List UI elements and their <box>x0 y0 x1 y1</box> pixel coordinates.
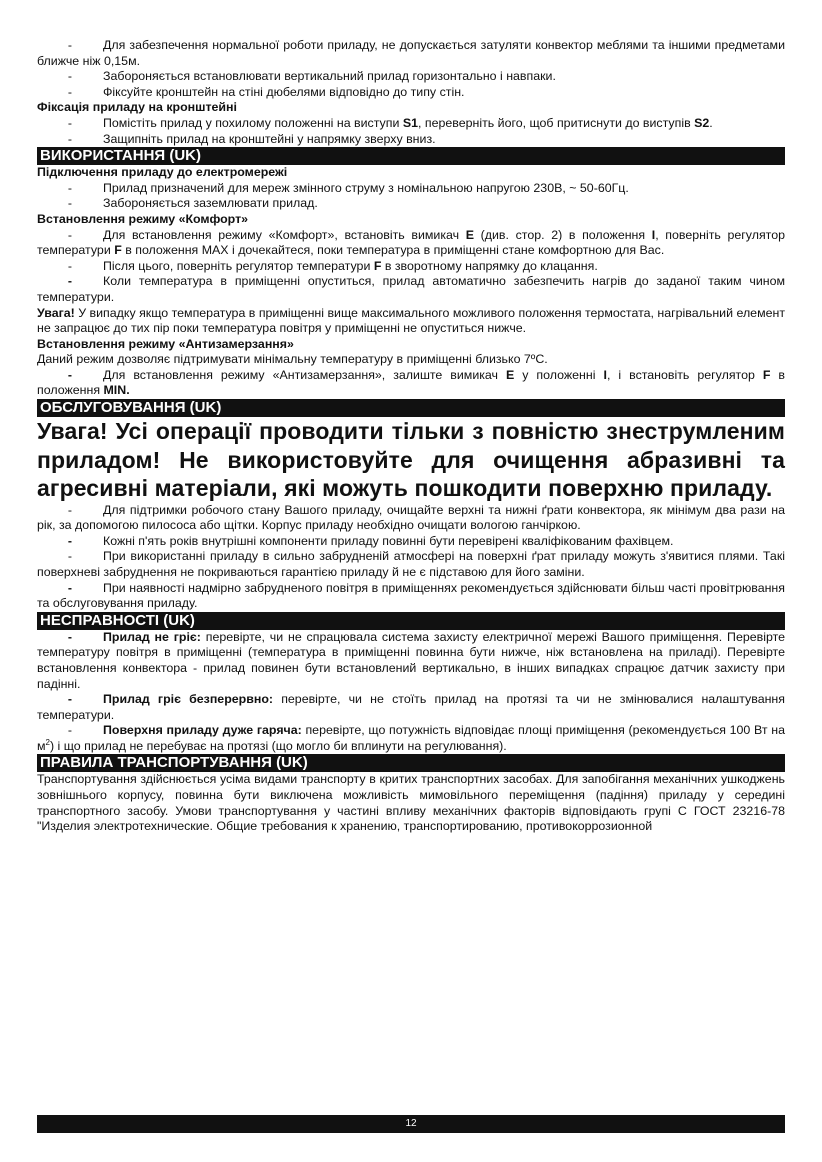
service-item: - Кожні п'ять років внутрішні компоненти приладу повинні бути перевірені кваліфікованим фахівцем. <box>67 533 674 548</box>
comfort-heading: Встановлення режиму «Комфорт» <box>37 211 249 226</box>
section-title-usage: ВИКОРИСТАННЯ (UK) <box>37 147 785 165</box>
fault-item: - Прилад не гріє: перевірте, чи не спрацювала система захисту електричної мережі Вашого приміщення. Перевірте температуру повітря в приміщенні (температура в приміщенні повинна бути нижче, ніж встановлена на приладі). Перевірте встановлення конвектора - прилад повинен бути встановлений вертикально, в інших випадках спрацює датчик захисту при падінні. <box>37 629 785 691</box>
power-heading: Підключення приладу до електромережі <box>37 165 288 180</box>
service-item: - При використанні приладу в сильно забрудненій атмосфері на поверхні ґрат приладу можуть з'явитися плями. Такі поверхневі забруднення не покриваються гарантією приладу й не є підставою для його заміни. <box>37 549 785 579</box>
page-number-bar <box>37 1115 785 1133</box>
install-item: - Фіксуйте кронштейн на стіні дюбелями відповідно до типу стін. <box>67 84 465 99</box>
bracket-item: - Помістіть прилад у похилому положенні на виступи S1, переверніть його, щоб притиснути до виступів S2. <box>67 115 713 130</box>
page-content <box>37 38 785 835</box>
comfort-item: - Після цього, поверніть регулятор температури F в зворотному напрямку до клацання. <box>67 258 598 273</box>
install-item: - Для забезпечення нормальної роботи приладу, не допускається затуляти конвектор меблями та іншими предметами ближче ніж 0,15м. <box>37 38 785 68</box>
section-title-transport: ПРАВИЛА ТРАНСПОРТУВАННЯ (UK) <box>37 754 785 772</box>
comfort-item: - Для встановлення режиму «Комфорт», встановіть вимикач E (див. стор. 2) в положення I, поверніть регулятор температури F в положення MAX і дочекайтеся, поки температура в приміщенні стане комфортною для Вас. <box>37 227 785 258</box>
transport-text: Транспортування здійснюється усіма видами транспорту в критих транспортних засобах. Для запобігання механічних ушкоджень зовнішнього корпусу, повинна бути виключена можливість мимовільного переміщення (падіння) приладу у середині транспортного засобу. Умови транспортування у частині впливу механічних факторів відповідають групі С ГОСТ 23216-78 "Изделия электротехнические. Общие требования к хранению, транспортированию, противокоррозионной <box>37 772 785 834</box>
comfort-item: - Коли температура в приміщенні опуститься, прилад автоматично забезпечить нагрів до заданої таким чином температури. <box>37 274 785 304</box>
antifreeze-intro: Даний режим дозволяє підтримувати мінімальну температуру в приміщенні близько 7ºС. <box>37 352 548 367</box>
power-item: - Прилад призначений для мереж змінного струму з номінальною напругою 230В, ~ 50-60Гц. <box>67 180 629 195</box>
install-item: - Забороняється встановлювати вертикальний прилад горизонтально і навпаки. <box>67 69 556 84</box>
antifreeze-heading: Встановлення режиму «Антизамерзання» <box>37 336 294 351</box>
power-item: - Забороняється заземлювати прилад. <box>67 196 318 211</box>
section-title-faults: НЕСПРАВНОСТІ (UK) <box>37 612 785 630</box>
fault-item: - Прилад гріє безперервно: перевірте, чи не стоїть прилад на протязі та чи не змінювалися налаштування температури. <box>37 692 785 722</box>
service-warning: Увага! Усі операції проводити тільки з повністю знеструмленим приладом! Не використовуйте для очищення абразивні та агресивні матеріали, які можуть пошкодити поверхню приладу. <box>37 418 785 502</box>
service-item: - При наявності надмірно забрудненого повітря в приміщеннях рекомендується здійснювати більш часті провітрювання та обслуговування приладу. <box>37 580 785 611</box>
attention-note: Увага! У випадку якщо температура в приміщенні вище максимального можливого положення термостата, нагрівальний елемент не запрацює до тих пір поки температура повітря у приміщенні не опуститься нижче. <box>37 305 785 336</box>
service-item: - Для підтримки робочого стану Вашого приладу, очищайте верхні та нижні ґрати конвектора, як мінімум два рази на рік, за допомогою пилососа або щітки. Корпус приладу необхідно очищати вологою ганчіркою. <box>37 502 785 533</box>
page-number: 12 <box>405 1118 417 1129</box>
section-title-service: ОБСЛУГОВУВАННЯ (UK) <box>37 399 785 417</box>
bracket-heading: Фіксація приладу на кронштейні <box>37 100 237 115</box>
antifreeze-item: - Для встановлення режиму «Антизамерзання», залиште вимикач E у положенні I, і встановіть регулятор F в положення MIN. <box>37 367 785 398</box>
fault-item: - Поверхня приладу дуже гаряча: перевірте, що потужність відповідає площі приміщення (рекомендується 100 Вт на $м^2$) і що прилад не перебуває на протязі (що могло би вплинути на регулювання). <box>37 723 786 753</box>
bracket-item: - Защипніть прилад на кронштейні у напрямку зверху вниз. <box>67 131 436 146</box>
